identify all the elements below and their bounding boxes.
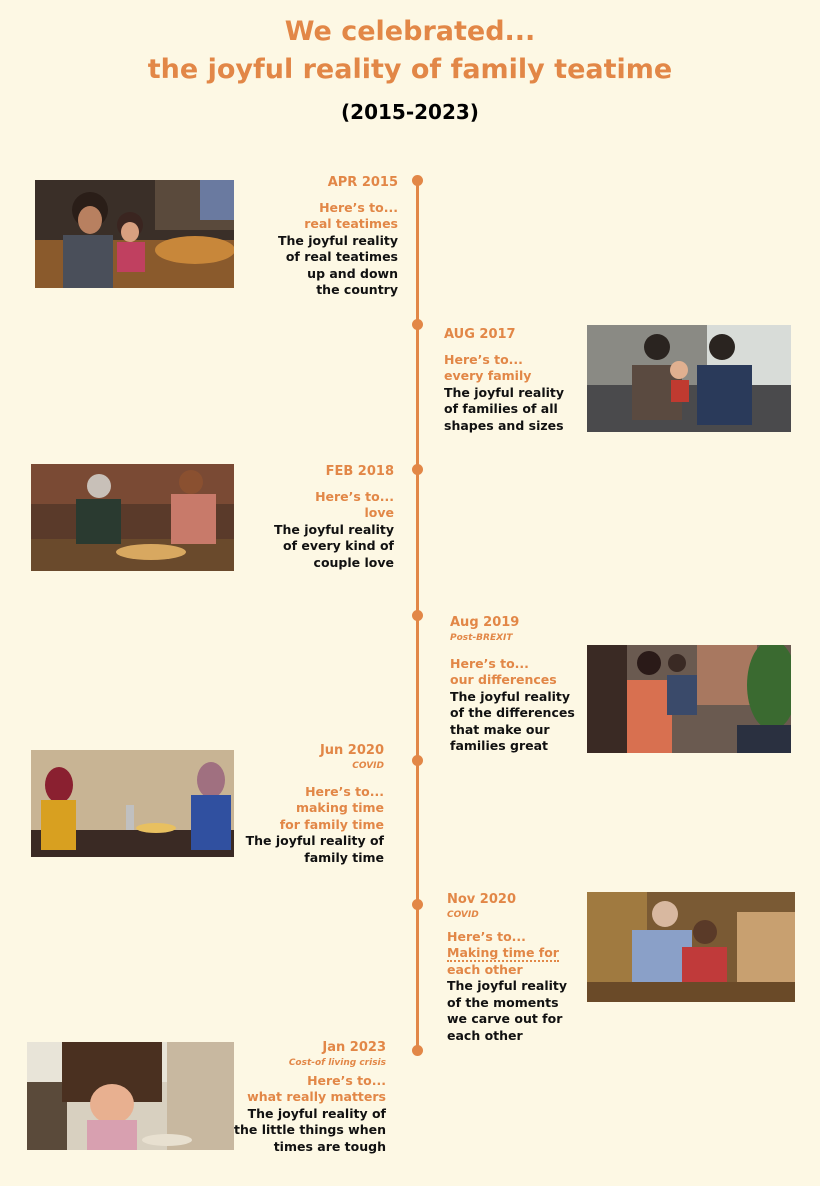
entry-heading: Here’s to... — [447, 928, 526, 944]
fathers-with-baby-photo — [587, 325, 791, 432]
timeline-dot — [412, 610, 423, 621]
neighbours-doorstep-photo — [587, 645, 791, 753]
entry-heading: Here’s to... — [305, 783, 384, 799]
timeline-dot — [412, 899, 423, 910]
entry-date: Aug 2019 — [450, 615, 520, 630]
entry-heading: for family time — [279, 816, 384, 832]
entry-heading: Here’s to... — [319, 199, 398, 215]
entry-heading: love — [364, 505, 394, 520]
date-range-subtitle: (2015-2023) — [341, 100, 479, 124]
entry-heading: Here’s to... — [315, 488, 394, 504]
timeline-dot — [412, 755, 423, 766]
entry-context: COVID — [352, 760, 384, 771]
entry-date: Jun 2020 — [319, 743, 384, 758]
timeline-dot — [412, 319, 423, 330]
entry-heading — [447, 945, 582, 962]
entry-date: Nov 2020 — [447, 892, 516, 907]
entry-description: The joyful reality of the moments we carve out for each other — [447, 978, 568, 1043]
entry-heading: what really matters — [247, 1089, 386, 1104]
entry-description: The joyful reality of the differences that make our families great — [450, 688, 575, 753]
entry-date: AUG 2017 — [444, 327, 516, 342]
entry-context: Cost-of living crisis — [288, 1057, 386, 1068]
elderly-couple-kitchen-photo — [587, 892, 795, 1002]
entry-heading: Here’s to... — [444, 351, 523, 367]
entry-description: The joyful reality of the little things when times are tough — [234, 1105, 386, 1154]
entry-heading: making time — [295, 800, 384, 815]
entry-heading: Here’s to... — [307, 1072, 386, 1088]
entry-date: APR 2015 — [327, 175, 398, 190]
timeline-dot — [412, 464, 423, 475]
entry-heading-underlined: Making time for — [447, 945, 559, 960]
entry-description: The joyful reality of real teatimes up and down the country — [277, 232, 398, 297]
entry-context: Post-BREXIT — [450, 632, 513, 643]
page-title-line2: the joyful reality of family teatime — [147, 54, 673, 85]
entry-description: The joyful reality of family time — [245, 833, 384, 865]
page-title-line1: We celebrated... — [284, 16, 536, 47]
timeline-dot — [412, 175, 423, 186]
entry-heading: real teatimes — [304, 216, 398, 231]
entry-description: The joyful reality of every kind of couple love — [273, 521, 394, 570]
entry-description: The joyful reality of families of all shapes and sizes — [444, 384, 565, 433]
entry-date: FEB 2018 — [325, 464, 394, 479]
entry-heading: our differences — [450, 672, 557, 687]
entry-heading: Here’s to... — [450, 655, 529, 671]
entry-date: Jan 2023 — [322, 1040, 386, 1055]
timeline-dot — [412, 1045, 423, 1056]
entry-heading: every family — [444, 368, 532, 383]
entry-heading: each other — [447, 961, 523, 977]
entry-context: COVID — [447, 909, 479, 920]
